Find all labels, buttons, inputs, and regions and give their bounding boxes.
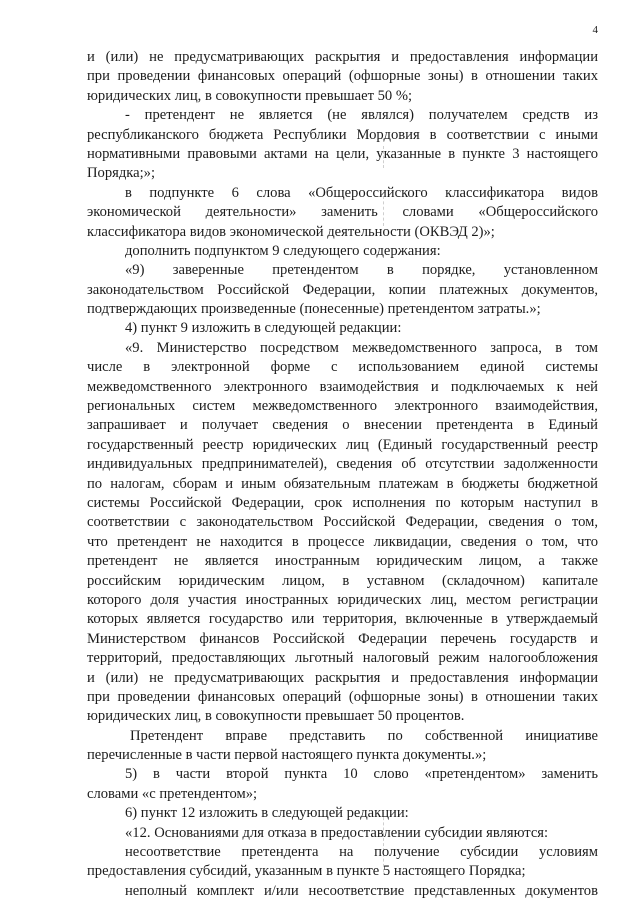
text-line: несоответствие претендента на получение субсидии условиям [125, 844, 598, 861]
text-line: 6) пункт 12 изложить в следующей редакции: [125, 805, 409, 822]
text-line: которого доля участия иностранных юридических лиц, местом регистрации [87, 591, 598, 608]
text-line: классификатора видов экономической деятельности (ОКВЭД 2)»; [87, 223, 495, 240]
text-line: республиканского бюджета Республики Мордовия в соответствии с иными [87, 126, 598, 143]
text-line: «12. Основаниями для отказа в предоставлении субсидии являются: [125, 824, 549, 841]
text-line: российским юридическим лицом, в уставном (складочном) капитале [87, 572, 598, 589]
text-line: юридических лиц, в совокупности превышает 50 процентов. [87, 708, 465, 725]
text-line: неполный комплект и/или несоответствие представленных документов [125, 882, 598, 899]
text-line: Претендент вправе представить по собственной инициативе [130, 727, 598, 744]
text-line: территорий, предоставляющих льготный налоговый режим налогообложения [87, 650, 598, 667]
text-line: что претендент не находится в процессе ликвидации, сведения о том, что [87, 533, 598, 550]
text-line: 5) в части второй пункта 10 слово «претендентом» заменить [125, 766, 598, 783]
text-line: перечисленные в части первой настоящего пункта документы.»; [87, 747, 487, 764]
text-line: и (или) не предусматривающих раскрытия и предоставления информации [87, 49, 598, 65]
text-line: в подпункте 6 слова «Общероссийского классификатора видов [125, 184, 598, 201]
text-line: предоставления субсидий, указанным в пункте 5 настоящего Порядка; [87, 863, 526, 880]
text-line: региональных систем межведомственного электронного взаимодействия, [87, 398, 598, 415]
text-line: системы Российской Федерации, срок исполнения по которым наступил в [87, 494, 598, 511]
text-line: по налогам, сборам и иным обязательным платежам в бюджеты бюджетной [87, 475, 598, 492]
text-line: 4) пункт 9 изложить в следующей редакции: [125, 320, 402, 337]
text-line: подтверждающих произведенные (понесенные) претендентом затраты.»; [87, 301, 541, 318]
text-line: экономической деятельности» заменить словами «Общероссийского [87, 204, 598, 221]
text-line: при проведении финансовых операций (офшорные зоны) в отношении таких [87, 68, 598, 85]
text-line: запрашивает и получает сведения о внесении претендента в Единый [87, 417, 598, 434]
text-line: юридических лиц, в совокупности превышает 50 %; [87, 87, 413, 104]
text-line: Порядка;»; [87, 165, 156, 182]
text-line: и (или) не предусматривающих раскрытия и предоставления информации [87, 669, 598, 686]
text-line: «9) заверенные претендентом в порядке, установленном [125, 262, 598, 279]
text-line: Министерством финансов Российской Федерации перечень государств и [87, 630, 598, 647]
document-body [87, 48, 598, 901]
text-line: при проведении финансовых операций (офшорные зоны) в отношении таких [87, 688, 598, 705]
text-line: межведомственного электронного взаимодействия и подключаемых к ней [87, 378, 598, 395]
text-line: - претендент не является (не являлся) получателем средств из [125, 107, 598, 124]
text-line: соответствии с законодательством Российской Федерации, сведения о том, [87, 514, 598, 531]
text-line: числе в электронной форме с использованием единой системы [87, 359, 598, 376]
text-line: нормативными правовыми актами на цели, указанные в пункте 3 настоящего [87, 145, 598, 162]
text-line: словами «с претендентом»; [87, 785, 258, 802]
text-line: «9. Министерство посредством межведомственного запроса, в том [125, 339, 598, 356]
text-line: государственный реестр юридических лиц (Единый государственный реестр [87, 436, 598, 453]
text-line: претендент не является иностранным юридическим лицом, а также [87, 553, 598, 570]
text-line: законодательством Российской Федерации, копии платежных документов, [87, 281, 598, 298]
page-number: 4 [592, 24, 598, 36]
text-line: которых является государство или территория, включенные в утверждаемый [87, 611, 598, 628]
text-line: дополнить подпунктом 9 следующего содержания: [125, 242, 441, 259]
text-line: индивидуальных предпринимателей), сведения об отсутствии задолженности [87, 456, 598, 473]
